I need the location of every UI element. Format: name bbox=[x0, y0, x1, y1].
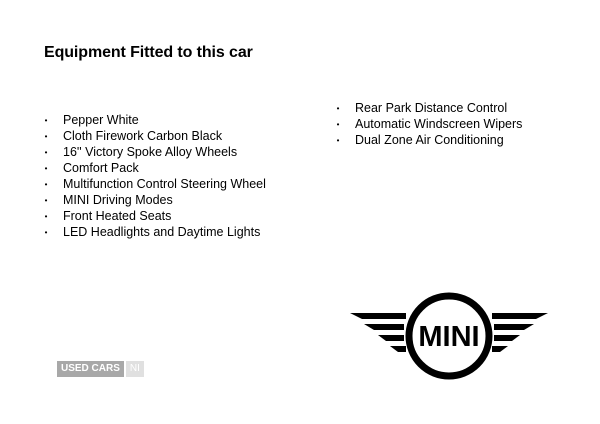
mini-logo-icon bbox=[348, 292, 550, 384]
bullet-icon: • bbox=[44, 228, 48, 237]
list-item-label: 16'' Victory Spoke Alloy Wheels bbox=[63, 145, 238, 159]
equipment-list-right bbox=[334, 100, 522, 148]
right-wing-stripe bbox=[494, 335, 520, 341]
list-item bbox=[42, 160, 266, 176]
list-item-label: MINI Driving Modes bbox=[63, 193, 173, 207]
list-item-label: Front Heated Seats bbox=[63, 209, 172, 223]
list-item bbox=[42, 192, 266, 208]
right-wing-stripe bbox=[492, 346, 508, 352]
list-item-label: Dual Zone Air Conditioning bbox=[355, 133, 504, 147]
list-item-label: Automatic Windscreen Wipers bbox=[355, 117, 523, 131]
left-wing-stripe bbox=[378, 335, 404, 341]
bullet-icon: • bbox=[44, 148, 48, 157]
list-item bbox=[334, 132, 522, 148]
list-item bbox=[42, 128, 266, 144]
equipment-list-left bbox=[42, 112, 266, 240]
page-title: Equipment Fitted to this car bbox=[44, 44, 253, 61]
list-item-label: Cloth Firework Carbon Black bbox=[63, 129, 223, 143]
list-item bbox=[42, 224, 266, 240]
list-item-label: LED Headlights and Daytime Lights bbox=[63, 225, 261, 239]
bullet-icon: • bbox=[336, 104, 340, 113]
bullet-icon: • bbox=[336, 136, 340, 145]
bullet-icon: • bbox=[44, 196, 48, 205]
list-item bbox=[42, 176, 266, 192]
list-item-label: Pepper White bbox=[63, 113, 139, 127]
right-wing-stripe bbox=[494, 324, 534, 330]
list-item bbox=[42, 144, 266, 160]
bullet-icon: • bbox=[44, 180, 48, 189]
badge-primary: USED CARS bbox=[57, 361, 124, 377]
right-wing-stripe bbox=[492, 313, 548, 319]
badge-secondary: NI bbox=[126, 361, 144, 377]
list-item bbox=[334, 100, 522, 116]
logo-text: MINI bbox=[418, 321, 480, 353]
list-item-label: Rear Park Distance Control bbox=[355, 101, 508, 115]
list-item-label: Multifunction Control Steering Wheel bbox=[63, 177, 266, 191]
bullet-icon: • bbox=[44, 212, 48, 221]
bullet-icon: • bbox=[336, 120, 340, 129]
left-wing-stripe bbox=[390, 346, 406, 352]
left-wing-stripe bbox=[364, 324, 404, 330]
list-item bbox=[42, 112, 266, 128]
bullet-icon: • bbox=[44, 164, 48, 173]
bullet-icon: • bbox=[44, 132, 48, 141]
list-item-label: Comfort Pack bbox=[63, 161, 139, 175]
bullet-icon: • bbox=[44, 116, 48, 125]
list-item bbox=[334, 116, 522, 132]
used-cars-ni-badge bbox=[57, 361, 144, 377]
left-wing-stripe bbox=[350, 313, 406, 319]
list-item bbox=[42, 208, 266, 224]
